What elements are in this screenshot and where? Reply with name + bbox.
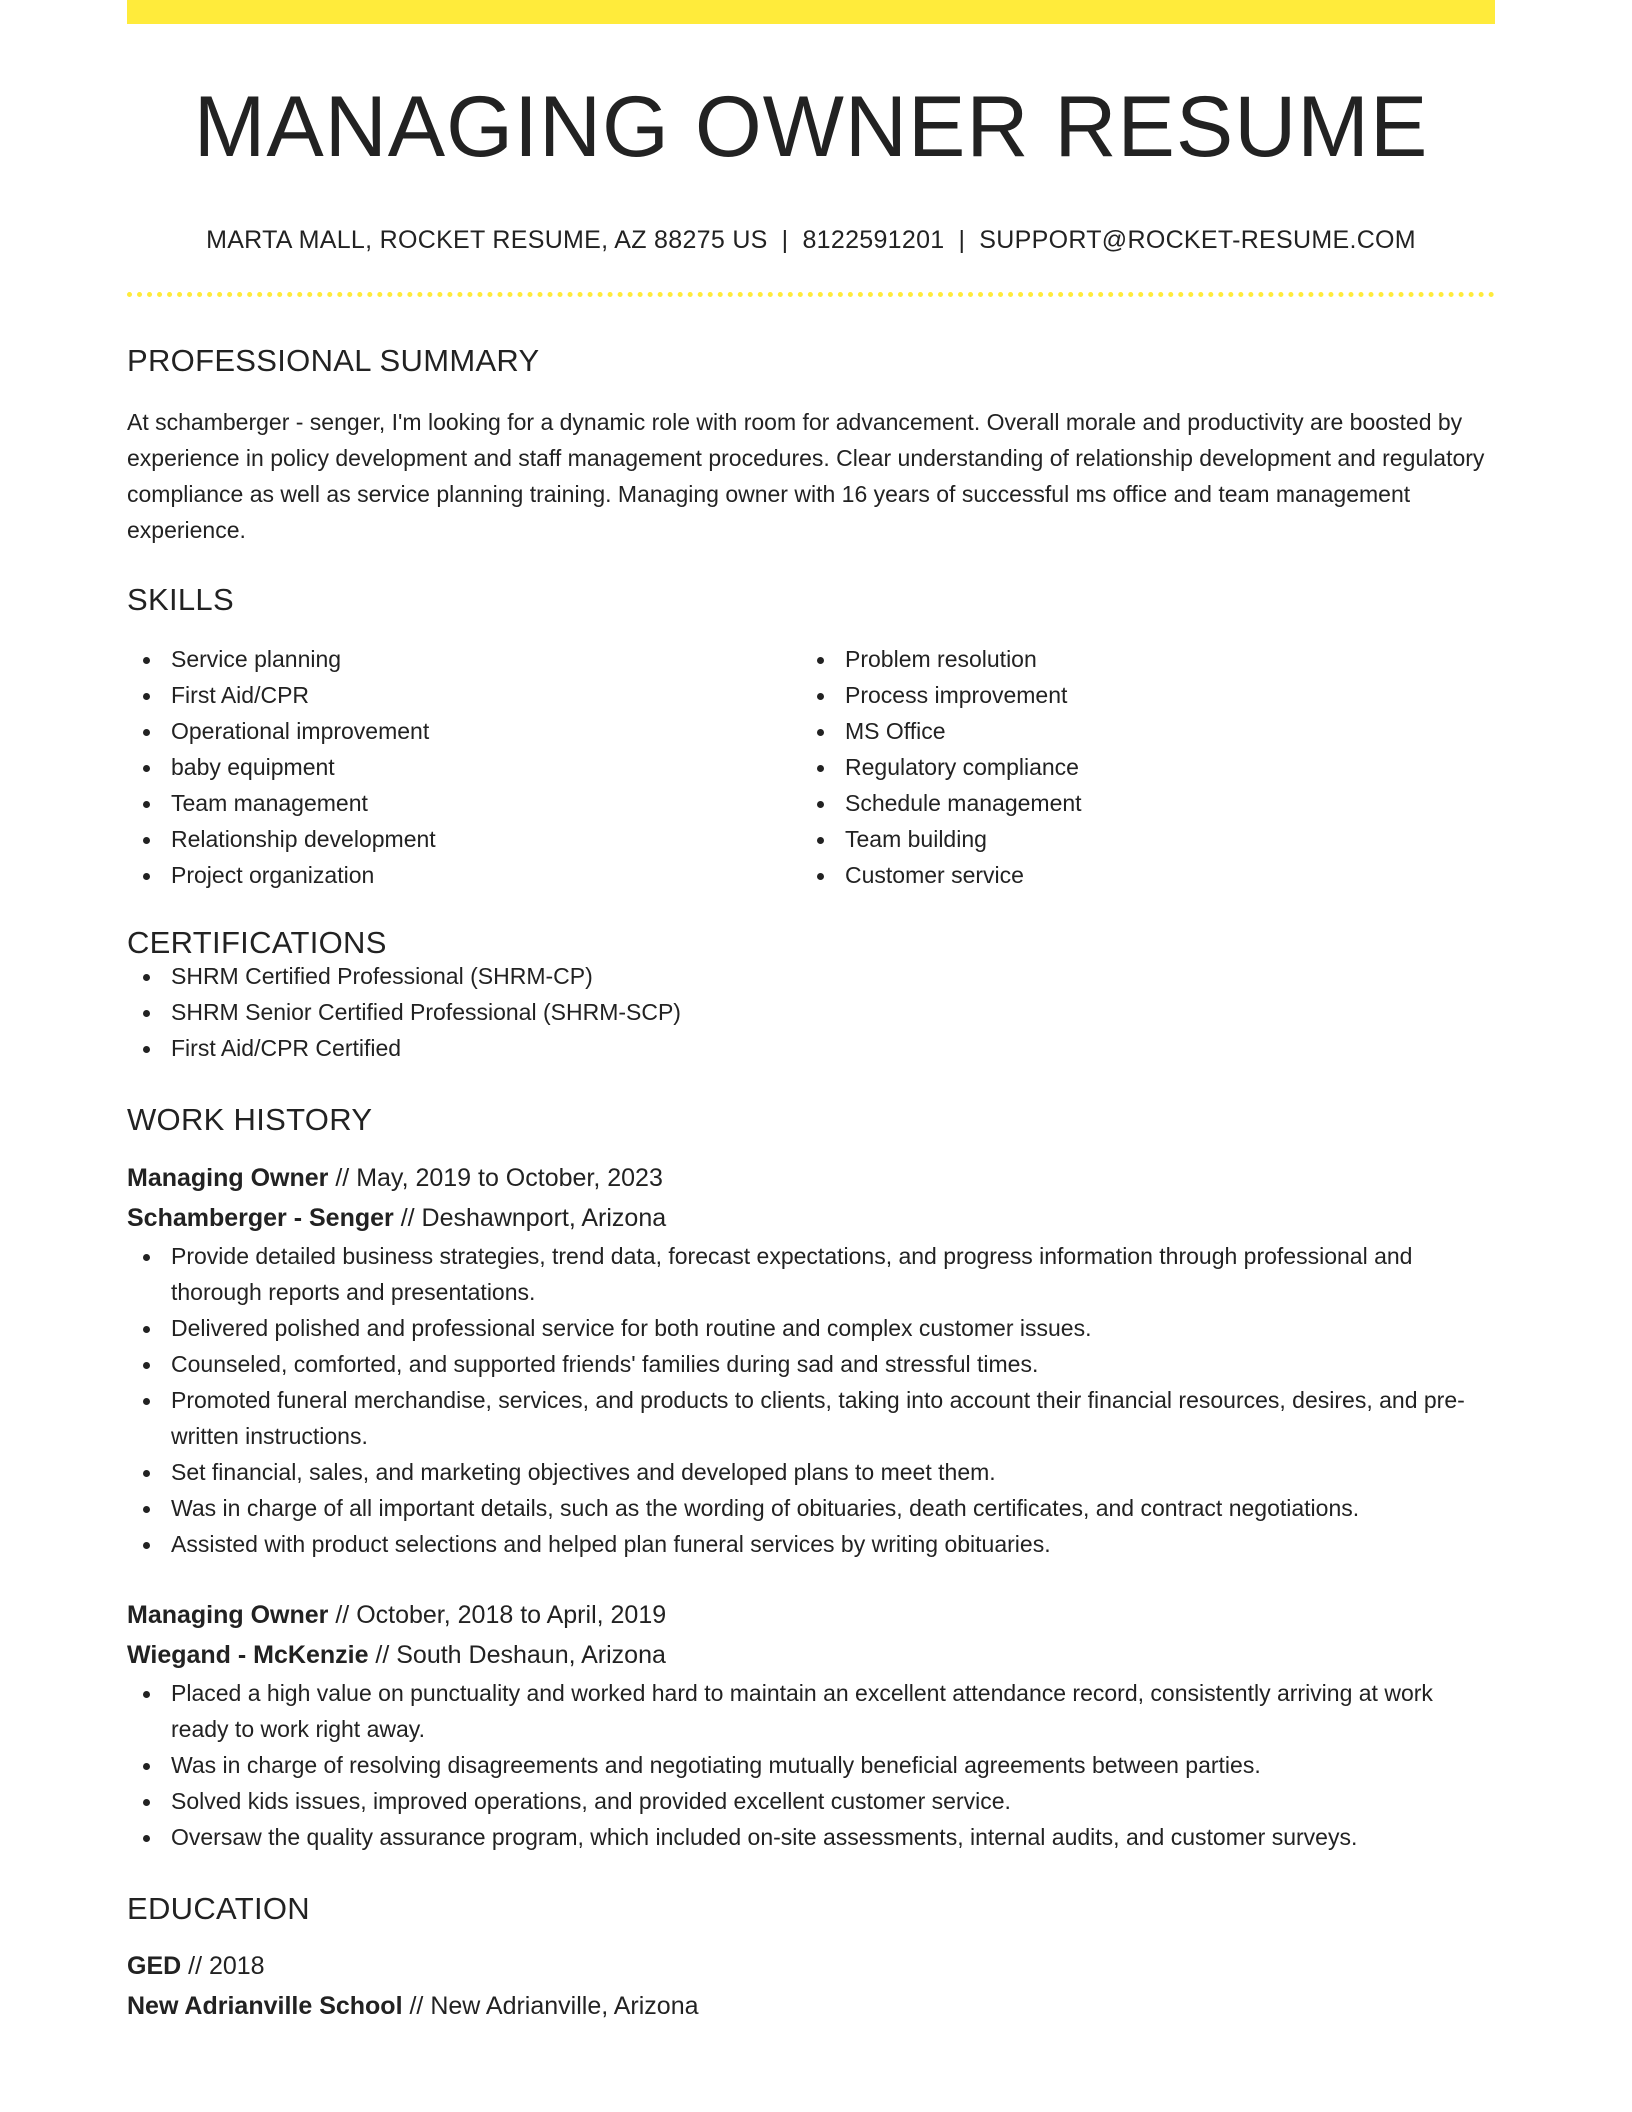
certifications-list [127, 958, 1495, 1066]
job-entry [127, 1595, 1495, 1855]
certification-item: First Aid/CPR Certified [127, 1030, 1495, 1066]
resume-page [127, 0, 1495, 2026]
education-heading: EDUCATION [127, 1891, 310, 1926]
job-location: // Deshawnport, Arizona [393, 1204, 667, 1232]
skills-list-left [127, 641, 801, 893]
contact-line [127, 228, 1495, 253]
job-duty-item: Placed a high value on punctuality and worked hard to maintain an excellent attendance record, consistently arriving at work ready to work right away. [127, 1675, 1495, 1747]
work-history-heading: WORK HISTORY [127, 1102, 373, 1137]
contact-separator: | [781, 226, 789, 254]
education-degree-line [127, 1946, 1495, 1986]
certification-item: SHRM Certified Professional (SHRM-CP) [127, 958, 1495, 994]
job-duty-item: Promoted funeral merchandise, services, and products to clients, taking into account their financial resources, desires, and pre-written instructions. [127, 1382, 1495, 1454]
job-entry [127, 1158, 1495, 1562]
job-title-line [127, 1158, 1495, 1198]
job-dates: // May, 2019 to October, 2023 [328, 1164, 663, 1192]
job-company-line [127, 1198, 1495, 1238]
education-location: // New Adrianville, Arizona [402, 1992, 699, 2020]
education-school-line [127, 1986, 1495, 2026]
skill-item: Regulatory compliance [801, 749, 1475, 785]
job-company: Wiegand - McKenzie [127, 1641, 369, 1669]
contact-phone: 8122591201 [802, 226, 945, 254]
skill-item: Process improvement [801, 677, 1475, 713]
contact-email: SUPPORT@ROCKET-RESUME.COM [979, 226, 1416, 254]
skills-grid [127, 641, 1495, 893]
job-dates: // October, 2018 to April, 2019 [328, 1601, 667, 1629]
job-duties-list [127, 1675, 1495, 1855]
skill-item: Relationship development [127, 821, 801, 857]
job-title-line [127, 1595, 1495, 1635]
education-school: New Adrianville School [127, 1992, 403, 2020]
skill-item: Customer service [801, 857, 1475, 893]
skill-item: Operational improvement [127, 713, 801, 749]
skill-item: Project organization [127, 857, 801, 893]
job-duty-item: Provide detailed business strategies, trend data, forecast expectations, and progress information through professional and thorough reports and presentations. [127, 1238, 1495, 1310]
skills-list-right [801, 641, 1475, 893]
skill-item: Schedule management [801, 785, 1475, 821]
job-duty-item: Was in charge of all important details, such as the wording of obituaries, death certificates, and contract negotiations. [127, 1490, 1495, 1526]
job-duty-item: Solved kids issues, improved operations, and provided excellent customer service. [127, 1783, 1495, 1819]
skill-item: Team building [801, 821, 1475, 857]
job-duty-item: Oversaw the quality assurance program, which included on-site assessments, internal audits, and customer surveys. [127, 1819, 1495, 1855]
resume-title: MANAGING OWNER RESUME [193, 79, 1429, 175]
job-title: Managing Owner [127, 1601, 329, 1629]
skill-item: baby equipment [127, 749, 801, 785]
job-company-line [127, 1635, 1495, 1675]
education-year: // 2018 [181, 1952, 265, 1980]
skill-item: First Aid/CPR [127, 677, 801, 713]
contact-address: MARTA MALL, ROCKET RESUME, AZ 88275 US [206, 226, 768, 254]
job-duties-list [127, 1238, 1495, 1562]
skills-column-left [127, 641, 801, 893]
dotted-divider [127, 292, 1495, 297]
contact-separator: | [958, 226, 966, 254]
skill-item: MS Office [801, 713, 1475, 749]
education-degree: GED [127, 1952, 182, 1980]
accent-top-bar [127, 0, 1495, 24]
skill-item: Team management [127, 785, 801, 821]
job-duty-item: Was in charge of resolving disagreements and negotiating mutually beneficial agreements between parties. [127, 1747, 1495, 1783]
job-company: Schamberger - Senger [127, 1204, 394, 1232]
job-duty-item: Assisted with product selections and helped plan funeral services by writing obituaries. [127, 1526, 1495, 1562]
summary-heading: PROFESSIONAL SUMMARY [127, 343, 540, 378]
certifications-heading: CERTIFICATIONS [127, 925, 387, 960]
skill-item: Service planning [127, 641, 801, 677]
job-duty-item: Set financial, sales, and marketing objectives and developed plans to meet them. [127, 1454, 1495, 1490]
certification-item: SHRM Senior Certified Professional (SHRM-SCP) [127, 994, 1495, 1030]
skills-column-right [801, 641, 1475, 893]
summary-text: At schamberger - senger, I'm looking for a dynamic role with room for advancement. Overall morale and productivity are boosted by experience in policy development and staff management procedures. Clear understanding of relationship development and regulatory compliance as well as service planning training. Managing owner with 16 years of successful ms office and team management experience. [127, 409, 1485, 543]
job-title: Managing Owner [127, 1164, 329, 1192]
job-duty-item: Delivered polished and professional service for both routine and complex customer issues. [127, 1310, 1495, 1346]
job-duty-item: Counseled, comforted, and supported friends' families during sad and stressful times. [127, 1346, 1495, 1382]
skill-item: Problem resolution [801, 641, 1475, 677]
skills-heading: SKILLS [127, 582, 234, 617]
job-location: // South Deshaun, Arizona [368, 1641, 666, 1669]
